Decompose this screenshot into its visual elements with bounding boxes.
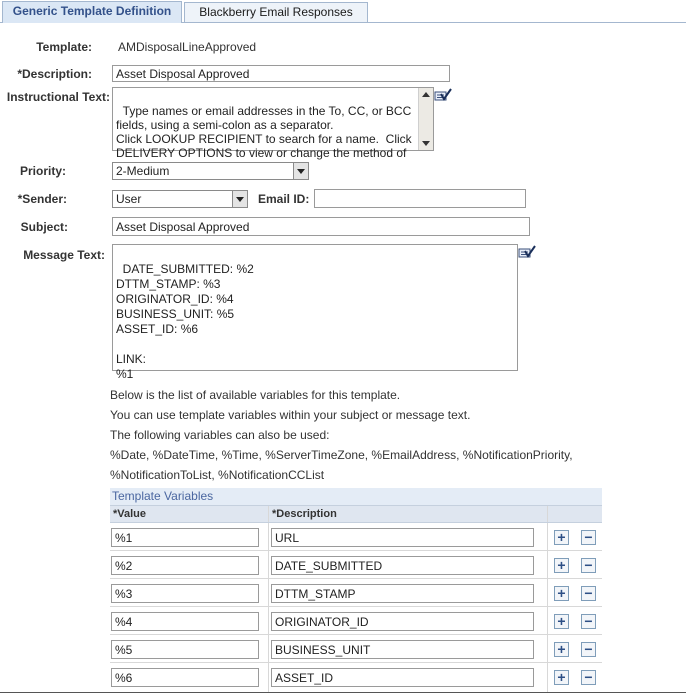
sender-value: User bbox=[116, 192, 142, 206]
variable-value-input[interactable] bbox=[111, 528, 259, 547]
info-line: The following variables can also be used: bbox=[110, 428, 330, 442]
instructional-scrollbar[interactable] bbox=[418, 88, 433, 150]
variable-value-input[interactable] bbox=[111, 584, 259, 603]
message-text-content: DATE_SUBMITTED: %2 DTTM_STAMP: %3 ORIGINATOR_ID: %4 BUSINESS_UNIT: %5 ASSET_ID: %6 LINK: %1 bbox=[116, 262, 254, 381]
delete-row-button[interactable]: − bbox=[581, 558, 596, 573]
message-text-area[interactable] bbox=[112, 244, 518, 381]
email-id-label: Email ID: bbox=[258, 192, 310, 206]
add-row-button[interactable]: + bbox=[554, 558, 569, 573]
variable-value-input[interactable] bbox=[111, 556, 259, 575]
add-row-button[interactable]: + bbox=[554, 586, 569, 601]
column-header-value: *Value bbox=[113, 508, 147, 520]
table-row bbox=[110, 607, 602, 635]
scroll-down-icon[interactable] bbox=[422, 141, 430, 146]
delete-row-button[interactable]: − bbox=[581, 586, 596, 601]
priority-select[interactable] bbox=[112, 162, 309, 180]
email-id-input[interactable] bbox=[314, 189, 526, 208]
tab-bar bbox=[0, 0, 686, 23]
instructional-text-label: Instructional Text: bbox=[6, 90, 110, 104]
priority-value: 2-Medium bbox=[116, 164, 170, 178]
info-line: You can use template variables within your subject or message text. bbox=[110, 408, 471, 422]
spell-check-icon[interactable] bbox=[518, 245, 536, 259]
info-line: %NotificationToList, %NotificationCCList bbox=[110, 468, 325, 482]
variable-value-input[interactable] bbox=[111, 612, 259, 631]
table-row bbox=[110, 551, 602, 579]
template-label: Template: bbox=[36, 40, 92, 54]
description-input[interactable] bbox=[112, 65, 450, 82]
tab-blackberry-email-responses[interactable]: Blackberry Email Responses bbox=[184, 2, 368, 22]
info-line: %Date, %DateTime, %Time, %ServerTimeZone, %EmailAddress, %NotificationPriority, bbox=[110, 448, 573, 462]
variable-description-input[interactable] bbox=[271, 584, 534, 603]
table-row bbox=[110, 523, 602, 551]
add-row-button[interactable]: + bbox=[554, 642, 569, 657]
template-value: AMDisposalLineApproved bbox=[118, 40, 257, 54]
variable-description-input[interactable] bbox=[271, 640, 534, 659]
spell-check-icon[interactable] bbox=[434, 88, 452, 102]
variable-description-input[interactable] bbox=[271, 556, 534, 575]
sender-select[interactable] bbox=[112, 190, 248, 208]
add-row-button[interactable]: + bbox=[554, 530, 569, 545]
variable-description-input[interactable] bbox=[271, 668, 534, 687]
delete-row-button[interactable]: − bbox=[581, 530, 596, 545]
delete-row-button[interactable]: − bbox=[581, 670, 596, 685]
add-row-button[interactable]: + bbox=[554, 614, 569, 629]
info-line: Below is the list of available variables for this template. bbox=[110, 388, 401, 402]
subject-label: Subject: bbox=[20, 220, 68, 234]
template-variables-title: Template Variables bbox=[110, 488, 602, 505]
variable-description-input[interactable] bbox=[271, 612, 534, 631]
table-row bbox=[110, 579, 602, 607]
grid-header bbox=[110, 505, 602, 523]
chevron-down-icon[interactable] bbox=[293, 163, 308, 179]
bottom-border bbox=[0, 692, 686, 693]
instructional-text-area[interactable] bbox=[112, 87, 434, 160]
message-text-label: Message Text: bbox=[23, 248, 105, 262]
priority-label: Priority: bbox=[19, 164, 66, 178]
variable-value-input[interactable] bbox=[111, 640, 259, 659]
description-label: *Description: bbox=[17, 67, 92, 81]
instructional-text-content: Type names or email addresses in the To, CC, or BCC fields, using a semi-colon as a separator. Click LOOKUP RECIPIENT to search for a name. Click DELIVERY OPTIONS to view or change the method of bbox=[116, 104, 412, 160]
column-header-description: *Description bbox=[272, 508, 337, 520]
delete-row-button[interactable]: − bbox=[581, 614, 596, 629]
subject-input[interactable] bbox=[112, 217, 530, 236]
scroll-up-icon[interactable] bbox=[422, 92, 430, 97]
chevron-down-icon[interactable] bbox=[232, 191, 247, 207]
delete-row-button[interactable]: − bbox=[581, 642, 596, 657]
tab-generic-template-definition[interactable]: Generic Template Definition bbox=[2, 1, 182, 23]
add-row-button[interactable]: + bbox=[554, 670, 569, 685]
variable-value-input[interactable] bbox=[111, 668, 259, 687]
table-row bbox=[110, 663, 602, 693]
table-row bbox=[110, 635, 602, 663]
sender-label: *Sender: bbox=[17, 192, 67, 206]
variable-description-input[interactable] bbox=[271, 528, 534, 547]
